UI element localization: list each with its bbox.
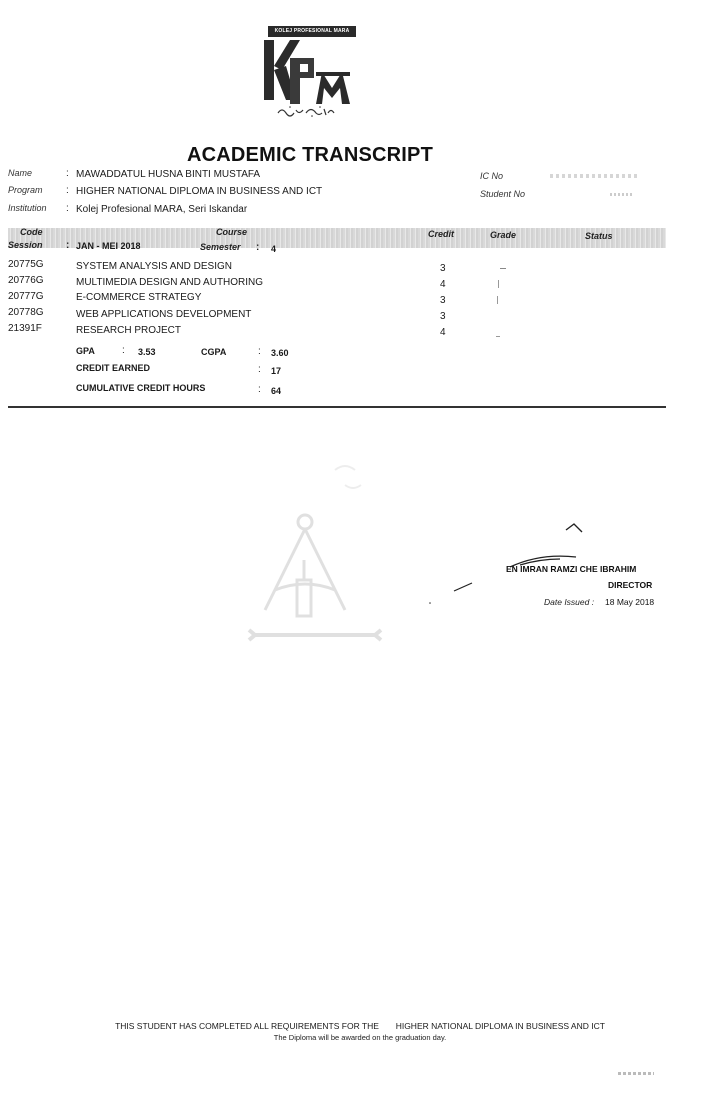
completion-statement [0,1021,720,1031]
date-issued-value: 18 May 2018 [605,597,655,607]
course-code: 20777G [8,291,44,302]
session-label: Session [8,240,43,250]
course-code: 21391F [8,323,42,334]
header-credit: Credit [428,229,455,239]
ic-no-redacted [550,174,640,178]
name-label: Name [8,168,33,178]
course-code: 20778G [8,307,44,318]
cumulative-credit-label: CUMULATIVE CREDIT HOURS [76,383,206,393]
credit-earned-value: 17 [271,366,282,376]
institution-label: Institution [8,203,47,213]
course-credit: 4 [440,327,446,338]
section-divider [8,406,666,408]
grade-redacted-mark [496,336,500,337]
name-colon: : [66,168,69,179]
course-name: E-COMMERCE STRATEGY [76,292,202,303]
semester-value: 4 [271,244,277,254]
course-name: SYSTEM ANALYSIS AND DESIGN [76,261,232,272]
semester-colon: : [256,242,260,253]
session-value: JAN - MEI 2018 [76,241,141,251]
kpm-monogram-icon [260,36,356,106]
signatory-name: EN IMRAN RAMZI CHE IBRAHIM [506,564,637,574]
student-no-redacted [610,193,634,196]
grade-redacted-mark [500,268,506,269]
course-credit: 3 [440,263,446,274]
logo-banner-text: KOLEJ PROFESIONAL MARA [274,28,350,34]
credit-earned-label: CREDIT EARNED [76,363,151,373]
course-credit: 4 [440,279,446,290]
cumulative-credit-colon: : [258,384,261,395]
cgpa-label: CGPA [201,347,227,357]
course-credit: 3 [440,311,446,322]
header-course: Course [216,227,248,237]
program-colon: : [66,185,69,196]
program-label: Program [8,185,43,195]
compass-wrench-watermark-icon [235,440,395,660]
page-title: ACADEMIC TRANSCRIPT [186,144,434,166]
student-no-label: Student No [480,189,526,199]
completion-statement-program: HIGHER NATIONAL DIPLOMA IN BUSINESS AND ICT [395,1021,605,1031]
session-colon: : [66,240,70,251]
grade-redacted-mark [498,280,499,288]
header-status: Status [585,231,613,241]
course-name: RESEARCH PROJECT [76,325,182,336]
cgpa-colon: : [258,346,261,357]
cumulative-credit-value: 64 [271,386,282,396]
course-credit: 3 [440,295,446,306]
cgpa-value: 3.60 [271,348,289,358]
course-code: 20775G [8,259,44,270]
header-grade: Grade [490,230,517,240]
course-code: 20776G [8,275,44,286]
institution-value: Kolej Profesional MARA, Seri Iskandar [76,204,248,215]
semester-label: Semester [200,242,241,252]
jawi-script-icon [276,104,336,118]
ic-no-label: IC No [480,171,504,181]
date-issued-label: Date Issued : [544,597,595,607]
name-value: MAWADDATUL HUSNA BINTI MUSTAFA [76,169,261,180]
grade-redacted-mark [497,296,498,304]
header-code: Code [20,227,43,237]
page-number-faded [618,1068,654,1077]
award-note: The Diploma will be awarded on the graduation day. [273,1033,447,1042]
completion-statement-part1: THIS STUDENT HAS COMPLETED ALL REQUIREMENTS FOR THE [115,1021,379,1031]
kpm-logo [254,24,362,120]
institution-colon: : [66,203,69,214]
program-value: HIGHER NATIONAL DIPLOMA IN BUSINESS AND ICT [76,186,323,197]
course-name: WEB APPLICATIONS DEVELOPMENT [76,309,252,320]
gpa-colon: : [122,345,125,356]
gpa-label: GPA [76,346,95,356]
credit-earned-colon: : [258,364,261,375]
course-name: MULTIMEDIA DESIGN AND AUTHORING [76,277,264,288]
signatory-title: DIRECTOR [608,580,653,590]
gpa-value: 3.53 [138,347,156,357]
